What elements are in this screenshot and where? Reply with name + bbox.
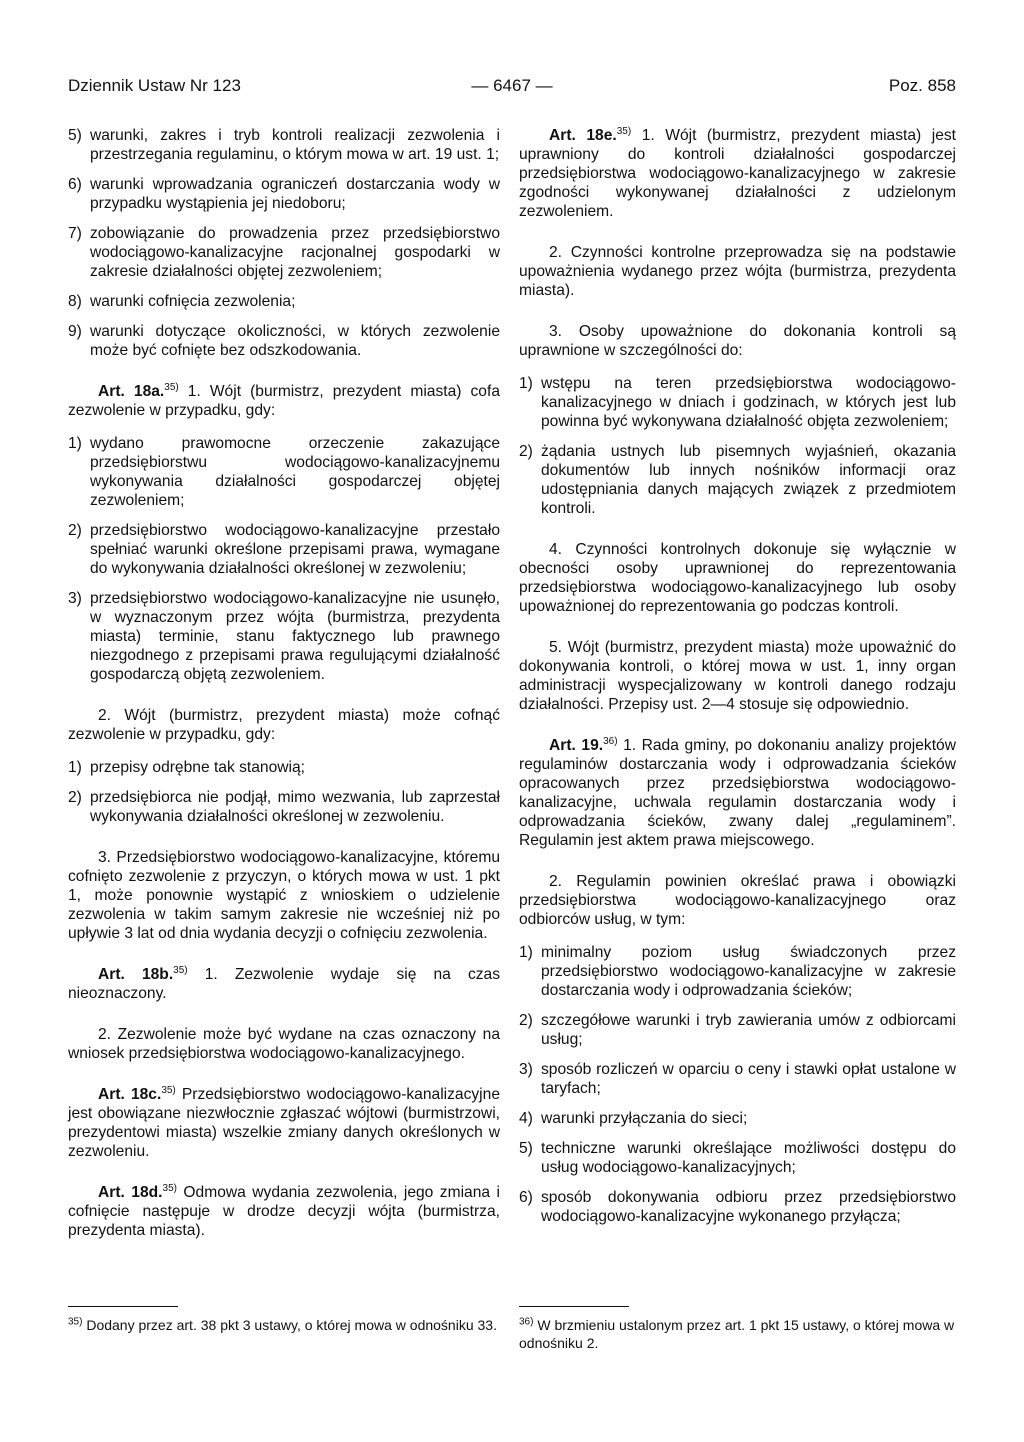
item-number: 1) (519, 375, 533, 392)
item-number: 2) (68, 789, 82, 806)
left-column (68, 126, 500, 1254)
item-number: 8) (68, 293, 82, 310)
item-text: przedsiębiorca nie podjął, mimo wezwania, lub zaprzestał wykonywania działalności określonej w zezwoleniu. (90, 789, 500, 825)
list-item (519, 1011, 956, 1049)
item-number: 2) (519, 1012, 533, 1029)
article-label: Art. 19. (549, 737, 604, 754)
item-number: 2) (68, 522, 82, 539)
list-item (519, 1109, 956, 1128)
item-number: 2) (519, 443, 533, 460)
article-label: Art. 18b. (98, 966, 174, 983)
article-text: 1. Rada gminy, po dokonaniu analizy projektów regulaminów dostarczania wody i odprowadzania ścieków opracowanych przez przedsiębiorstwa wodociągowo-kanalizacyjne, uchwala regulamin dostarczania wody i odprowadzania ścieków, zwany dalej „regulaminem”. Regulamin jest aktem prawa miejscowego. (519, 737, 956, 849)
footnote-divider (68, 1306, 178, 1307)
paragraph: 2. Czynności kontrolne przeprowadza się na podstawie upoważnienia wydanego przez wójta (burmistrza, prezydenta miasta). (519, 244, 956, 299)
item-number: 7) (68, 225, 82, 242)
item-number: 4) (519, 1110, 533, 1127)
item-text: szczegółowe warunki i tryb zawierania umów z odbiorcami usług; (541, 1012, 956, 1048)
paragraph: 3. Przedsiębiorstwo wodociągowo-kanalizacyjne, któremu cofnięto zezwolenie z przyczyn, o których mowa w ust. 1 pkt 1, może ponownie wystąpić z wnioskiem o udzielenie zezwolenia w takim samym zakresie nie wcześniej niż po upływie 3 lat od dnia wydania decyzji o cofnięciu zezwolenia. (68, 849, 500, 942)
list-item (68, 788, 500, 826)
item-number: 9) (68, 323, 82, 340)
article-text: 1. Zezwolenie wydaje się na czas nieoznaczony. (68, 966, 501, 1002)
footnote-marker: 36) (519, 1316, 534, 1328)
page-header (68, 76, 956, 102)
item-text: sposób dokonywania odbioru przez przedsiębiorstwo wodociągowo-kanalizacyjne wykonanego przyłącza; (541, 1189, 956, 1225)
article-label: Art. 18c. (98, 1086, 162, 1103)
item-number: 5) (68, 127, 82, 144)
article-18c (68, 1085, 500, 1161)
paragraph: 5. Wójt (burmistrz, prezydent miasta) może upoważnić do dokonywania kontroli, o której mowa w ust. 1, inny organ administracji wyspecjalizowany w kontroli danego rodzaju działalności. Przepisy ust. 2—4 stosuje się odpowiednio. (519, 639, 956, 713)
paragraph: 2. Zezwolenie może być wydane na czas oznaczony na wniosek przedsiębiorstwa wodociągowo-kanalizacyjnego. (68, 1026, 500, 1062)
item-number: 6) (519, 1189, 533, 1206)
article-text: Przedsiębiorstwo wodociągowo-kanalizacyjne jest obowiązane niezwłocznie zgłaszać wójtowi (burmistrzowi, prezydentowi miasta) wszelkie zmiany danych określonych w zezwoleniu. (68, 1086, 500, 1160)
list-item (519, 1060, 956, 1098)
article-18d (68, 1183, 500, 1240)
list-item (68, 175, 500, 213)
footnote-text: Dodany przez art. 38 pkt 3 ustawy, o której mowa w odnośniku 33. (82, 1317, 497, 1333)
footnote-35 (68, 1316, 500, 1334)
item-text: sposób rozliczeń w oparciu o ceny i stawki opłat ustalone w taryfach; (541, 1061, 956, 1097)
item-text: warunki przyłączania do sieci; (541, 1110, 748, 1127)
item-text: warunki cofnięcia zezwolenia; (90, 293, 296, 310)
article-text: 1. Wójt (burmistrz, prezydent miasta) cofa zezwolenie w przypadku, gdy: (68, 383, 500, 419)
footnote-divider (519, 1306, 629, 1307)
item-number: 1) (519, 944, 533, 961)
footnote-text: W brzmieniu ustalonym przez art. 1 pkt 15 ustawy, o której mowa w odnośniku 2. (519, 1317, 955, 1351)
list-item (68, 224, 500, 281)
article-label: Art. 18e. (549, 127, 617, 144)
list-item (519, 374, 956, 431)
item-text: wydano prawomocne orzeczenie zakazujące przedsiębiorstwu wodociągowo-kanalizacyjnemu wykonywania działalności gospodarczej objętej zezwoleniem; (90, 435, 500, 509)
paragraph: 3. Osoby upoważnione do dokonania kontroli są uprawnione w szczególności do: (519, 323, 956, 359)
article-label: Art. 18a. (98, 383, 165, 400)
list-item (68, 589, 500, 684)
item-text: minimalny poziom usług świadczonych przez przedsiębiorstwo wodociągowo-kanalizacyjne w zakresie dostarczania wody i odprowadzania ścieków; (541, 944, 956, 999)
list-item (68, 758, 500, 777)
item-text: warunki wprowadzania ograniczeń dostarczania wody w przypadku wystąpienia jej niedoboru; (90, 176, 500, 212)
item-text: przedsiębiorstwo wodociągowo-kanalizacyjne nie usunęło, w wyznaczonym przez wójta (burmistrza, prezydenta miasta) terminie, stanu faktycznego lub prawnego niezgodnego z przepisami prawa regulującymi działalność gospodarczą objętą zezwoleniem. (90, 590, 500, 683)
article-label: Art. 18d. (98, 1184, 163, 1201)
item-number: 3) (519, 1061, 533, 1078)
position-number: Poz. 858 (888, 76, 956, 95)
item-text: warunki dotyczące okoliczności, w których zezwolenie może być cofnięte bez odszkodowania. (90, 323, 500, 359)
item-number: 1) (68, 759, 82, 776)
list-item (519, 1188, 956, 1226)
item-text: żądania ustnych lub pisemnych wyjaśnień, okazania dokumentów lub innych nośników informacji oraz udostępniania danych mających związek z przedmiotem kontroli. (541, 443, 956, 517)
article-18e (519, 126, 956, 221)
footnote-ref: 35) (173, 964, 188, 976)
item-text: wstępu na teren przedsiębiorstwa wodociągowo-kanalizacyjnego w dniach i godzinach, w których jest lub powinna być wykonywana działalność objęta zezwoleniem; (541, 375, 956, 430)
item-number: 5) (519, 1140, 533, 1157)
item-text: techniczne warunki określające możliwości dostępu do usług wodociągowo-kanalizacyjnych; (541, 1140, 956, 1176)
article-18b (68, 965, 500, 1003)
journal-title: Dziennik Ustaw Nr 123 (68, 76, 241, 95)
footnote-ref: 35) (162, 1182, 177, 1194)
footnote-ref: 35) (161, 1084, 176, 1096)
article-text: 1. Wójt (burmistrz, prezydent miasta) jest uprawniony do kontroli działalności gospodarczej przedsiębiorstwa wodociągowo-kanalizacyjnego w zakresie zgodności wykonywanej działalności z udzielonym zezwoleniem. (519, 127, 956, 220)
page-number: — 6467 — (471, 76, 553, 95)
footnote-ref: 35) (616, 125, 632, 137)
list-item (68, 292, 500, 311)
item-text: przedsiębiorstwo wodociągowo-kanalizacyjne przestało spełniać warunki określone przepisami prawa, wymagane do wykonywania działalności określonej w zezwoleniu; (90, 522, 500, 577)
list-item (519, 1139, 956, 1177)
item-text: warunki, zakres i tryb kontroli realizacji zezwolenia i przestrzegania regulaminu, o którym mowa w art. 19 ust. 1; (90, 127, 500, 163)
right-column (519, 126, 956, 1237)
paragraph: 2. Regulamin powinien określać prawa i obowiązki przedsiębiorstwa wodociągowo-kanalizacyjnego oraz odbiorców usług, w tym: (519, 873, 956, 928)
article-19 (519, 736, 956, 850)
item-number: 1) (68, 435, 82, 452)
list-item (68, 126, 500, 164)
footnote-marker: 35) (68, 1316, 83, 1328)
footnote-ref: 35) (164, 381, 179, 393)
footnote-ref: 36) (603, 735, 618, 747)
list-item (68, 434, 500, 510)
list-item (68, 322, 500, 360)
item-number: 3) (68, 590, 82, 607)
item-number: 6) (68, 176, 82, 193)
list-item (519, 442, 956, 518)
article-18a (68, 382, 500, 420)
paragraph: 4. Czynności kontrolnych dokonuje się wyłącznie w obecności osoby uprawnionej do reprezentowania przedsiębiorstwa wodociągowo-kanalizacyjnego lub osoby upoważnionej do reprezentowania go podczas kontroli. (519, 541, 956, 615)
list-item (68, 521, 500, 578)
item-text: zobowiązanie do prowadzenia przez przedsiębiorstwo wodociągowo-kanalizacyjne racjonalnej gospodarki w zakresie działalności objętej zezwoleniem; (90, 225, 500, 280)
list-item (519, 943, 956, 1000)
item-text: przepisy odrębne tak stanowią; (90, 759, 305, 776)
footnote-36 (519, 1316, 956, 1352)
article-text: Odmowa wydania zezwolenia, jego zmiana i cofnięcie następuje w drodze decyzji wójta (burmistrza, prezydenta miasta). (68, 1184, 500, 1239)
paragraph: 2. Wójt (burmistrz, prezydent miasta) może cofnąć zezwolenie w przypadku, gdy: (68, 707, 500, 743)
